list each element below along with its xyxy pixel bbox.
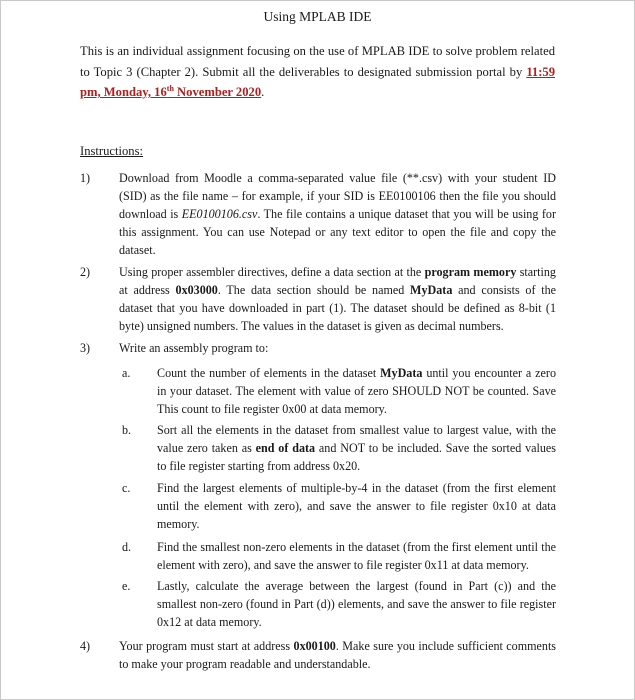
instruction-item-2 [80, 263, 556, 335]
document-title: Using MPLAB IDE [263, 9, 372, 24]
item-number: 1) [80, 171, 91, 185]
item-number: 3) [80, 341, 91, 355]
subitem-a [122, 364, 556, 418]
subitem-c [122, 479, 556, 533]
subitem-letter: d. [122, 540, 132, 554]
item-text: Using proper assembler directives, define a data section at the program memory starting at address 0x03000. The data section should be named MyData and consists of the dataset that you have downloaded in part (1). The dataset should be defined as 8-bit (1 byte) unsigned numbers. The values in the dataset is given as decimal numbers. [119, 265, 557, 333]
subitem-text: Find the largest elements of multiple-by-4 in the dataset (from the first element until the element with zero), and save the answer to file register 0x10 at data memory. [157, 481, 556, 531]
subitem-d [122, 538, 556, 574]
intro-paragraph: This is an individual assignment focusing on the use of MPLAB IDE to solve problem related to Topic 3 (Chapter 2). Submit all the deliverables to designated submission portal by 11:59 pm, Monday, 16th November 2020. [80, 44, 555, 99]
instruction-item-4 [80, 637, 556, 673]
intro-text: This is an individual assignment focusing on the use of MPLAB IDE to solve problem related to Topic 3 (Chapter 2). Submit all the deliverables to designated submission portal by [80, 44, 555, 79]
instructions-heading: Instructions: [80, 144, 143, 158]
subitem-letter: a. [122, 366, 131, 380]
instruction-item-1 [80, 169, 556, 259]
deadline: 11:59 pm, Monday, 16th November 2020 [80, 64, 555, 99]
subitem-letter: b. [122, 423, 132, 437]
item-number: 4) [80, 639, 91, 653]
instruction-item-3 [80, 339, 556, 357]
subitem-letter: c. [122, 481, 131, 495]
subitem-b [122, 421, 556, 475]
item-text: Your program must start at address 0x00100. Make sure you include sufficient comments to make your program readable and understandable. [119, 639, 557, 671]
subitem-text: Count the number of elements in the dataset MyData until you encounter a zero in your dataset. The element with value of zero SHOULD NOT be counted. Save This count to file register 0x00 at data memory. [157, 366, 556, 416]
item-number: 2) [80, 265, 91, 279]
subitem-text: Find the smallest non-zero elements in the dataset (from the first element until the element with zero), and save the answer to file register 0x11 at data memory. [157, 540, 556, 572]
subitem-e [122, 577, 556, 631]
subitem-letter: e. [122, 579, 131, 593]
item-text: Write an assembly program to: [119, 341, 269, 355]
subitem-text: Sort all the elements in the dataset from smallest value to largest value, with the value zero taken as end of data and NOT to be included. Save the sorted values to file register starting from address 0x20. [157, 423, 556, 473]
item-text: Download from Moodle a comma-separated value file (**.csv) with your student ID (SID) as the file name – for example, if your SID is EE0100106 then the file you should download is EE0100106.csv. The file contains a unique dataset that you will be using for this assignment. You can use Notepad or any text editor to open the file and copy the dataset. [119, 171, 557, 257]
subitem-text: Lastly, calculate the average between the largest (found in Part (c)) and the smallest non-zero (found in Part (d)) elements, and save the answer to file register 0x12 at data memory. [157, 579, 556, 629]
